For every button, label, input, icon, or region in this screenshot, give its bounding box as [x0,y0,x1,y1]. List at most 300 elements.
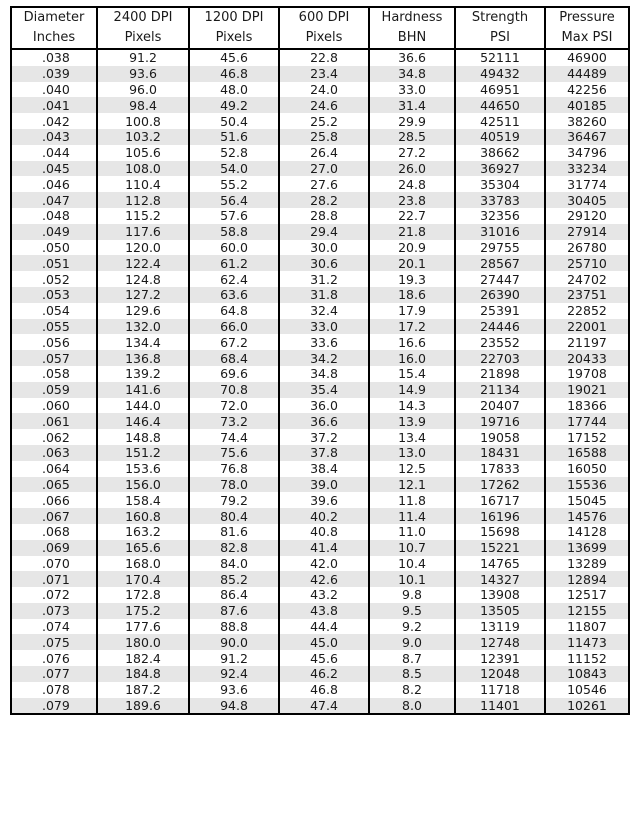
pressure-cell: 22852 [545,303,629,319]
strength-cell: 16717 [455,492,545,508]
dpi600-cell: 22.8 [279,49,369,66]
table-row [11,161,629,177]
hardness-cell: 9.8 [369,587,455,603]
strength-cell: 52111 [455,49,545,66]
dpi1200-cell: 80.4 [189,508,279,524]
diameter-cell: .064 [11,461,97,477]
table-row [11,303,629,319]
table-row [11,224,629,240]
diameter-cell: .073 [11,603,97,619]
diameter-cell: .067 [11,508,97,524]
dpi600-cell: 37.2 [279,429,369,445]
dpi600-cell: 25.8 [279,129,369,145]
table-row [11,255,629,271]
dpi600-cell: 31.8 [279,287,369,303]
dpi1200-cell: 63.6 [189,287,279,303]
dpi600-cell: 44.4 [279,619,369,635]
pressure-cell: 15536 [545,477,629,493]
strength-cell: 19716 [455,413,545,429]
header-2400dpi: 2400 DPI [97,7,189,28]
table-row [11,113,629,129]
pressure-cell: 10546 [545,682,629,698]
table-row [11,240,629,256]
dpi2400-cell: 108.0 [97,161,189,177]
dpi2400-cell: 189.6 [97,698,189,715]
dpi600-cell: 30.0 [279,240,369,256]
diameter-cell: .038 [11,49,97,66]
dpi1200-cell: 57.6 [189,208,279,224]
hardness-cell: 9.5 [369,603,455,619]
dpi600-cell: 46.8 [279,682,369,698]
dpi2400-cell: 141.6 [97,382,189,398]
pressure-cell: 17744 [545,413,629,429]
dpi1200-cell: 87.6 [189,603,279,619]
dpi2400-cell: 96.0 [97,82,189,98]
table-row [11,666,629,682]
diameter-cell: .071 [11,571,97,587]
pressure-cell: 12894 [545,571,629,587]
strength-cell: 17833 [455,461,545,477]
hardness-cell: 13.9 [369,413,455,429]
diameter-cell: .053 [11,287,97,303]
dpi1200-cell: 60.0 [189,240,279,256]
strength-cell: 25391 [455,303,545,319]
dpi1200-cell: 92.4 [189,666,279,682]
pressure-cell: 20433 [545,350,629,366]
pressure-cell: 25710 [545,255,629,271]
diameter-cell: .041 [11,97,97,113]
dpi600-cell: 38.4 [279,461,369,477]
strength-cell: 13119 [455,619,545,635]
dpi600-cell: 39.6 [279,492,369,508]
pressure-cell: 26780 [545,240,629,256]
pressure-cell: 31774 [545,176,629,192]
diameter-cell: .045 [11,161,97,177]
table-row [11,366,629,382]
dpi2400-cell: 153.6 [97,461,189,477]
table-row [11,524,629,540]
strength-cell: 15221 [455,540,545,556]
dpi2400-cell: 103.2 [97,129,189,145]
dpi600-cell: 43.2 [279,587,369,603]
pressure-cell: 11473 [545,634,629,650]
strength-cell: 35304 [455,176,545,192]
diameter-cell: .079 [11,698,97,715]
dpi1200-cell: 48.0 [189,82,279,98]
dpi2400-cell: 182.4 [97,650,189,666]
dpi1200-cell: 69.6 [189,366,279,382]
hardness-cell: 10.4 [369,556,455,572]
dpi1200-cell: 78.0 [189,477,279,493]
dpi1200-cell: 85.2 [189,571,279,587]
pressure-cell: 17152 [545,429,629,445]
dpi600-cell: 23.4 [279,66,369,82]
table-row [11,413,629,429]
header-pressure: Pressure [545,7,629,28]
table-row [11,271,629,287]
hardness-cell: 36.6 [369,49,455,66]
strength-cell: 11401 [455,698,545,715]
dpi2400-cell: 115.2 [97,208,189,224]
diameter-cell: .046 [11,176,97,192]
diameter-cell: .043 [11,129,97,145]
dpi1200-cell: 88.8 [189,619,279,635]
dpi600-cell: 28.8 [279,208,369,224]
dpi2400-cell: 144.0 [97,398,189,414]
dpi600-cell: 42.6 [279,571,369,587]
hardness-cell: 12.1 [369,477,455,493]
hardness-cell: 27.2 [369,145,455,161]
table-row [11,382,629,398]
pressure-cell: 13699 [545,540,629,556]
diameter-cell: .075 [11,634,97,650]
strength-cell: 22703 [455,350,545,366]
dpi600-cell: 32.4 [279,303,369,319]
diameter-cell: .065 [11,477,97,493]
table-row [11,619,629,635]
dpi2400-cell: 136.8 [97,350,189,366]
hardness-cell: 9.2 [369,619,455,635]
dpi600-cell: 34.2 [279,350,369,366]
dpi2400-cell: 100.8 [97,113,189,129]
dpi600-cell: 31.2 [279,271,369,287]
pressure-cell: 44489 [545,66,629,82]
hardness-cell: 16.6 [369,334,455,350]
strength-cell: 12048 [455,666,545,682]
dpi1200-cell: 70.8 [189,382,279,398]
diameter-cell: .063 [11,445,97,461]
diameter-cell: .047 [11,192,97,208]
table-row [11,682,629,698]
dpi2400-cell: 184.8 [97,666,189,682]
hardness-cell: 11.8 [369,492,455,508]
diameter-cell: .078 [11,682,97,698]
strength-cell: 12391 [455,650,545,666]
dpi1200-cell: 61.2 [189,255,279,271]
table-row [11,650,629,666]
strength-cell: 32356 [455,208,545,224]
pressure-cell: 21197 [545,334,629,350]
header-600dpi-unit: Pixels [279,28,369,49]
pressure-cell: 10261 [545,698,629,715]
hardness-cell: 19.3 [369,271,455,287]
dpi2400-cell: 146.4 [97,413,189,429]
table-row [11,287,629,303]
strength-cell: 12748 [455,634,545,650]
dpi2400-cell: 105.6 [97,145,189,161]
hardness-cell: 17.9 [369,303,455,319]
strength-cell: 33783 [455,192,545,208]
dpi600-cell: 45.6 [279,650,369,666]
dpi1200-cell: 75.6 [189,445,279,461]
pressure-cell: 18366 [545,398,629,414]
strength-cell: 23552 [455,334,545,350]
strength-cell: 13908 [455,587,545,603]
hardness-cell: 22.7 [369,208,455,224]
dpi1200-cell: 94.8 [189,698,279,715]
pressure-cell: 10843 [545,666,629,682]
dpi600-cell: 37.8 [279,445,369,461]
pressure-cell: 14128 [545,524,629,540]
dpi2400-cell: 156.0 [97,477,189,493]
table-row [11,587,629,603]
strength-cell: 21898 [455,366,545,382]
dpi2400-cell: 120.0 [97,240,189,256]
header-row-1 [11,7,629,28]
hardness-cell: 13.4 [369,429,455,445]
table-header [11,7,629,49]
dpi2400-cell: 93.6 [97,66,189,82]
pressure-cell: 12155 [545,603,629,619]
dpi600-cell: 43.8 [279,603,369,619]
hardness-cell: 8.5 [369,666,455,682]
dpi2400-cell: 148.8 [97,429,189,445]
diameter-cell: .077 [11,666,97,682]
diameter-cell: .074 [11,619,97,635]
hardness-cell: 21.8 [369,224,455,240]
table-row [11,129,629,145]
hardness-cell: 18.6 [369,287,455,303]
hardness-cell: 33.0 [369,82,455,98]
dpi1200-cell: 81.6 [189,524,279,540]
strength-cell: 36927 [455,161,545,177]
dpi600-cell: 36.6 [279,413,369,429]
pressure-cell: 15045 [545,492,629,508]
dpi600-cell: 46.2 [279,666,369,682]
header-diameter-unit: Inches [11,28,97,49]
dpi2400-cell: 134.4 [97,334,189,350]
strength-cell: 26390 [455,287,545,303]
diameter-cell: .050 [11,240,97,256]
header-hardness-unit: BHN [369,28,455,49]
pressure-cell: 16588 [545,445,629,461]
diameter-cell: .069 [11,540,97,556]
table-row [11,319,629,335]
diameter-cell: .068 [11,524,97,540]
table-row [11,66,629,82]
strength-cell: 11718 [455,682,545,698]
table-row [11,461,629,477]
dpi2400-cell: 172.8 [97,587,189,603]
hardness-cell: 10.1 [369,571,455,587]
dpi600-cell: 40.2 [279,508,369,524]
table-row [11,429,629,445]
hardness-cell: 29.9 [369,113,455,129]
pressure-cell: 14576 [545,508,629,524]
diameter-cell: .060 [11,398,97,414]
table-row [11,208,629,224]
pressure-cell: 34796 [545,145,629,161]
table-row [11,97,629,113]
table-row [11,634,629,650]
dpi1200-cell: 84.0 [189,556,279,572]
dpi1200-cell: 49.2 [189,97,279,113]
table-row [11,176,629,192]
dpi2400-cell: 160.8 [97,508,189,524]
dpi2400-cell: 139.2 [97,366,189,382]
dpi600-cell: 47.4 [279,698,369,715]
hardness-cell: 9.0 [369,634,455,650]
strength-cell: 18431 [455,445,545,461]
diameter-cell: .055 [11,319,97,335]
hardness-cell: 15.4 [369,366,455,382]
table-row [11,398,629,414]
dpi2400-cell: 180.0 [97,634,189,650]
dpi1200-cell: 56.4 [189,192,279,208]
diameter-cell: .059 [11,382,97,398]
hardness-cell: 23.8 [369,192,455,208]
dpi600-cell: 33.0 [279,319,369,335]
hardness-cell: 20.9 [369,240,455,256]
dpi600-cell: 39.0 [279,477,369,493]
hardness-cell: 12.5 [369,461,455,477]
table-row [11,571,629,587]
strength-cell: 21134 [455,382,545,398]
table-row [11,698,629,715]
pressure-cell: 46900 [545,49,629,66]
dpi600-cell: 42.0 [279,556,369,572]
dpi600-cell: 41.4 [279,540,369,556]
header-hardness: Hardness [369,7,455,28]
table-row [11,49,629,66]
dpi2400-cell: 151.2 [97,445,189,461]
table-row [11,492,629,508]
strength-cell: 31016 [455,224,545,240]
hardness-cell: 14.9 [369,382,455,398]
dpi2400-cell: 110.4 [97,176,189,192]
dpi2400-cell: 187.2 [97,682,189,698]
dpi1200-cell: 67.2 [189,334,279,350]
dpi1200-cell: 64.8 [189,303,279,319]
dpi2400-cell: 132.0 [97,319,189,335]
dpi600-cell: 33.6 [279,334,369,350]
table-row [11,145,629,161]
dpi1200-cell: 86.4 [189,587,279,603]
table-row [11,192,629,208]
dpi600-cell: 28.2 [279,192,369,208]
hardness-cell: 26.0 [369,161,455,177]
dpi600-cell: 45.0 [279,634,369,650]
diameter-cell: .039 [11,66,97,82]
strength-cell: 29755 [455,240,545,256]
dpi600-cell: 24.0 [279,82,369,98]
header-1200dpi: 1200 DPI [189,7,279,28]
table-row [11,477,629,493]
hardness-cell: 14.3 [369,398,455,414]
hardness-cell: 8.0 [369,698,455,715]
dpi1200-cell: 54.0 [189,161,279,177]
dpi1200-cell: 51.6 [189,129,279,145]
dpi1200-cell: 45.6 [189,49,279,66]
strength-cell: 13505 [455,603,545,619]
strength-cell: 24446 [455,319,545,335]
strength-cell: 28567 [455,255,545,271]
pressure-cell: 16050 [545,461,629,477]
strength-cell: 49432 [455,66,545,82]
dpi1200-cell: 76.8 [189,461,279,477]
header-row-2 [11,28,629,49]
dpi1200-cell: 72.0 [189,398,279,414]
pressure-cell: 40185 [545,97,629,113]
pressure-cell: 24702 [545,271,629,287]
dpi1200-cell: 93.6 [189,682,279,698]
conversion-table [10,6,630,715]
dpi600-cell: 26.4 [279,145,369,161]
strength-cell: 44650 [455,97,545,113]
hardness-cell: 16.0 [369,350,455,366]
pressure-cell: 22001 [545,319,629,335]
strength-cell: 14327 [455,571,545,587]
strength-cell: 46951 [455,82,545,98]
dpi2400-cell: 170.4 [97,571,189,587]
diameter-cell: .049 [11,224,97,240]
diameter-cell: .061 [11,413,97,429]
dpi2400-cell: 112.8 [97,192,189,208]
pressure-cell: 11807 [545,619,629,635]
hardness-cell: 28.5 [369,129,455,145]
dpi1200-cell: 62.4 [189,271,279,287]
pressure-cell: 36467 [545,129,629,145]
hardness-cell: 8.7 [369,650,455,666]
dpi1200-cell: 74.4 [189,429,279,445]
dpi1200-cell: 91.2 [189,650,279,666]
dpi2400-cell: 124.8 [97,271,189,287]
diameter-cell: .070 [11,556,97,572]
pressure-cell: 42256 [545,82,629,98]
table-row [11,603,629,619]
diameter-cell: .076 [11,650,97,666]
hardness-cell: 34.8 [369,66,455,82]
diameter-cell: .072 [11,587,97,603]
diameter-cell: .066 [11,492,97,508]
dpi2400-cell: 158.4 [97,492,189,508]
dpi600-cell: 40.8 [279,524,369,540]
pressure-cell: 12517 [545,587,629,603]
dpi1200-cell: 52.8 [189,145,279,161]
strength-cell: 15698 [455,524,545,540]
hardness-cell: 31.4 [369,97,455,113]
header-diameter: Diameter [11,7,97,28]
pressure-cell: 30405 [545,192,629,208]
pressure-cell: 38260 [545,113,629,129]
table-row [11,508,629,524]
hardness-cell: 17.2 [369,319,455,335]
strength-cell: 16196 [455,508,545,524]
strength-cell: 14765 [455,556,545,572]
strength-cell: 42511 [455,113,545,129]
table-row [11,82,629,98]
hardness-cell: 8.2 [369,682,455,698]
strength-cell: 19058 [455,429,545,445]
dpi1200-cell: 55.2 [189,176,279,192]
strength-cell: 17262 [455,477,545,493]
dpi1200-cell: 66.0 [189,319,279,335]
dpi1200-cell: 73.2 [189,413,279,429]
strength-cell: 38662 [455,145,545,161]
dpi600-cell: 27.0 [279,161,369,177]
hardness-cell: 11.4 [369,508,455,524]
dpi1200-cell: 58.8 [189,224,279,240]
dpi600-cell: 35.4 [279,382,369,398]
table-row [11,334,629,350]
dpi1200-cell: 79.2 [189,492,279,508]
dpi2400-cell: 175.2 [97,603,189,619]
dpi2400-cell: 177.6 [97,619,189,635]
dpi600-cell: 36.0 [279,398,369,414]
table-row [11,540,629,556]
hardness-cell: 24.8 [369,176,455,192]
pressure-cell: 23751 [545,287,629,303]
